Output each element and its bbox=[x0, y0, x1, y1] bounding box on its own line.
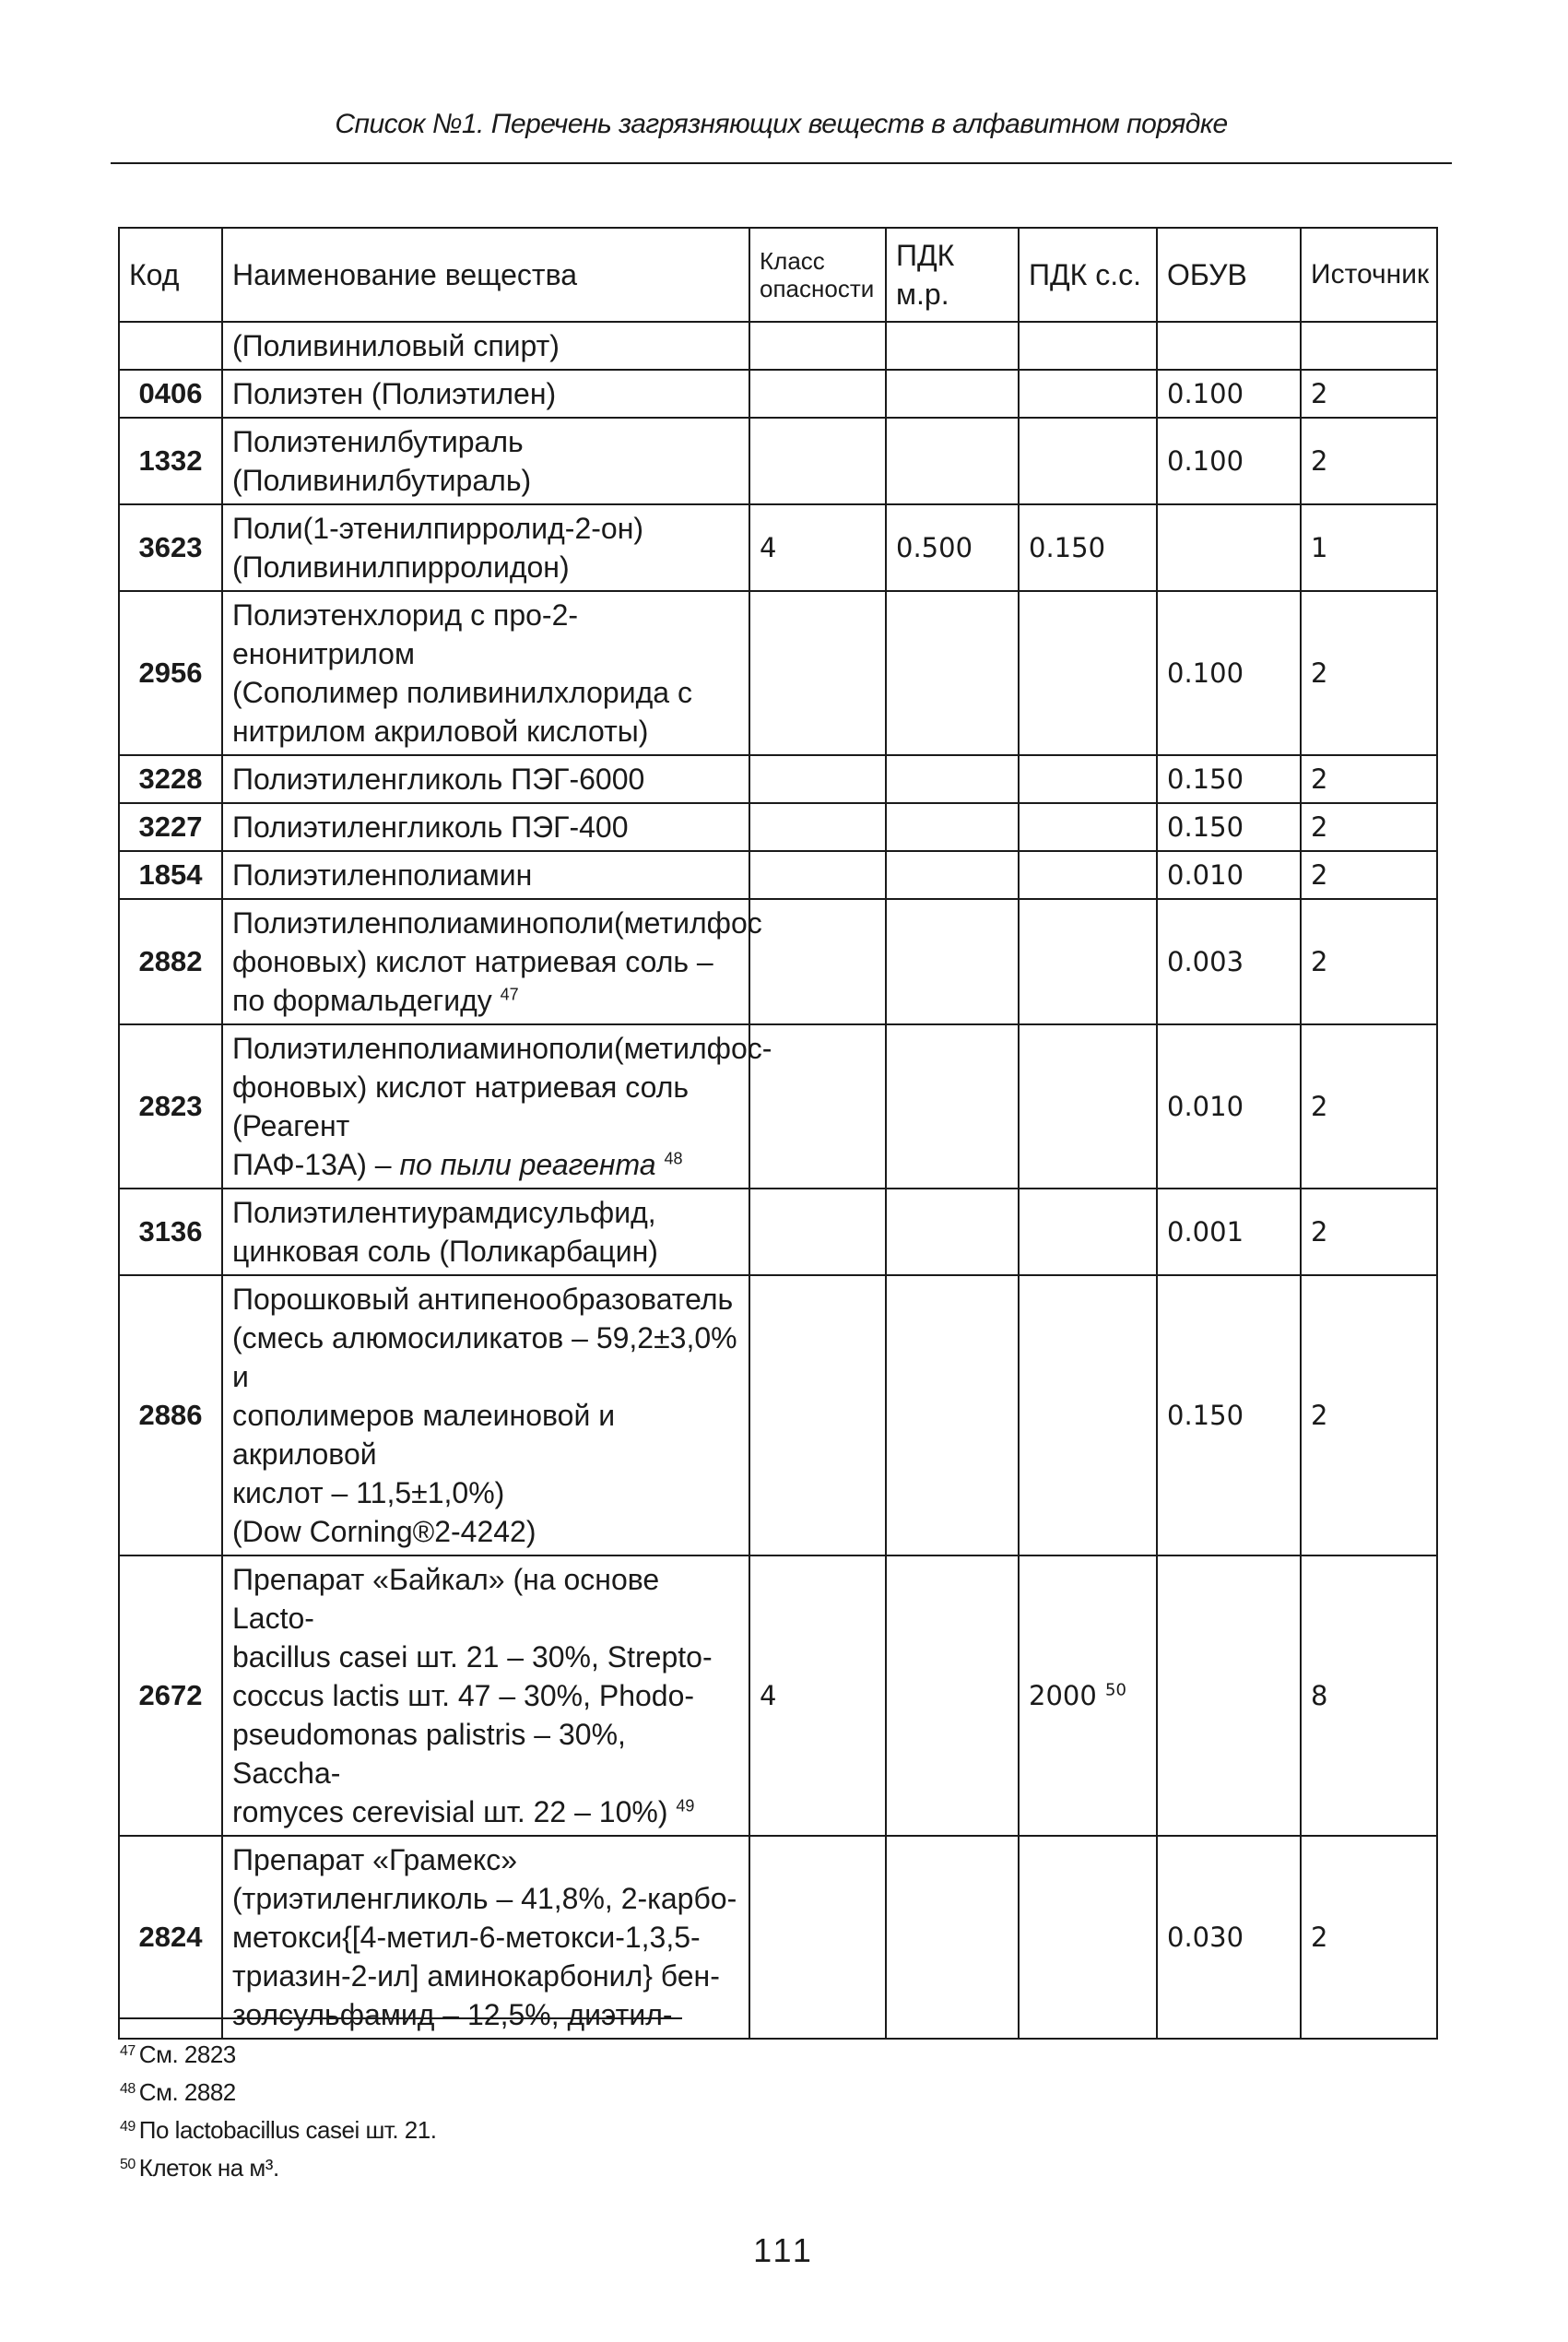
cell-pdk-ss bbox=[1019, 418, 1157, 504]
table-row bbox=[119, 1555, 1437, 1836]
substance-name-text: Полиэтенилбутираль bbox=[232, 425, 524, 458]
cell-substance-name bbox=[222, 803, 749, 851]
cell-pdk-ss bbox=[1019, 851, 1157, 899]
cell-source bbox=[1301, 504, 1437, 591]
substance-name-text: (Поливинилбутираль) bbox=[232, 464, 532, 497]
cell-substance-name bbox=[222, 755, 749, 803]
substance-name-line bbox=[232, 1512, 739, 1551]
cell-value: 0.150 bbox=[1029, 532, 1106, 563]
cell-pdk-mr bbox=[886, 591, 1019, 755]
substance-name-line bbox=[232, 1145, 739, 1184]
cell-source bbox=[1301, 1275, 1437, 1555]
header-hazard-class bbox=[749, 228, 886, 322]
cell-code: 3136 bbox=[119, 1189, 222, 1275]
cell-substance-name bbox=[222, 591, 749, 755]
header-rule bbox=[111, 162, 1452, 164]
cell-pdk-mr bbox=[886, 803, 1019, 851]
header-hazard-class-line2: опасности bbox=[760, 275, 875, 302]
substance-name-line bbox=[232, 1319, 739, 1396]
substance-name-line bbox=[232, 374, 739, 413]
substance-name-line bbox=[232, 509, 739, 548]
cell-pdk-ss bbox=[1019, 504, 1157, 591]
cell-pdk-mr bbox=[886, 899, 1019, 1024]
cell-value: 0.150 bbox=[1167, 811, 1244, 843]
cell-hazard-class bbox=[749, 1189, 886, 1275]
cell-pdk-ss bbox=[1019, 1275, 1157, 1555]
header-pdk-ss: ПДК с.с. bbox=[1019, 228, 1157, 322]
cell-value: 2 bbox=[1311, 378, 1328, 409]
substance-name-line bbox=[232, 1232, 739, 1271]
table-row bbox=[119, 370, 1437, 418]
cell-substance-name bbox=[222, 322, 749, 370]
cell-pdk-mr bbox=[886, 851, 1019, 899]
cell-hazard-class bbox=[749, 1275, 886, 1555]
substance-name-line bbox=[232, 1840, 739, 1879]
substance-name-italic: по пыли реагента bbox=[399, 1148, 656, 1181]
cell-pdk-mr bbox=[886, 1189, 1019, 1275]
cell-pdk-mr bbox=[886, 1555, 1019, 1836]
cell-hazard-class bbox=[749, 322, 886, 370]
cell-source bbox=[1301, 322, 1437, 370]
cell-pdk-ss bbox=[1019, 1836, 1157, 2039]
footnote-text: По lactobacillus casei шт. 21. bbox=[138, 2116, 437, 2144]
substance-name-line bbox=[232, 808, 739, 846]
substance-name-text: (Поливинилпирролидон) bbox=[232, 550, 570, 584]
cell-value: 0.100 bbox=[1167, 445, 1244, 477]
cell-obuv bbox=[1157, 1555, 1301, 1836]
substance-name-text: фоновых) кислот натриевая соль (Реагент bbox=[232, 1070, 690, 1142]
cell-substance-name bbox=[222, 1024, 772, 1189]
cell-obuv bbox=[1157, 755, 1301, 803]
substance-name-line bbox=[232, 596, 739, 673]
substance-name-text: (Поливиниловый спирт) bbox=[232, 329, 560, 362]
cell-obuv bbox=[1157, 1024, 1301, 1189]
substance-name-text: нитрилом акриловой кислоты) bbox=[232, 715, 649, 748]
cell-value: 2 bbox=[1311, 1091, 1328, 1122]
cell-code: 3227 bbox=[119, 803, 222, 851]
substance-name-line bbox=[232, 1792, 739, 1831]
header-hazard-class-line1: Класс bbox=[760, 247, 825, 275]
substance-name-text: цинковая соль (Поликарбацин) bbox=[232, 1235, 658, 1268]
table-row bbox=[119, 851, 1437, 899]
substance-name-line bbox=[232, 1918, 739, 1957]
header-source: Источник bbox=[1301, 228, 1437, 322]
cell-value: 0.003 bbox=[1167, 946, 1244, 977]
footnote bbox=[120, 2110, 436, 2147]
cell-source bbox=[1301, 1189, 1437, 1275]
header-name: Наименование вещества bbox=[222, 228, 749, 322]
substance-name-text: Полиэтен (Полиэтилен) bbox=[232, 377, 557, 410]
cell-source bbox=[1301, 851, 1437, 899]
substance-name-text: Порошковый антипенообразователь bbox=[232, 1283, 734, 1316]
substance-name-line bbox=[232, 1957, 739, 1995]
cell-pdk-mr bbox=[886, 755, 1019, 803]
cell-value: 2 bbox=[1311, 657, 1328, 689]
cell-pdk-mr bbox=[886, 1836, 1019, 2039]
substance-name-text: (триэтиленгликоль – 41,8%, 2-карбо- bbox=[232, 1882, 737, 1915]
cell-substance-name bbox=[222, 899, 762, 1024]
substance-name-text: (Dow Corning®2-4242) bbox=[232, 1515, 536, 1548]
cell-hazard-class bbox=[749, 591, 886, 755]
footnote-text: Клеток на м³. bbox=[138, 2154, 279, 2182]
substance-name-line bbox=[232, 904, 762, 942]
substance-name-text: кислот – 11,5±1,0%) bbox=[232, 1476, 505, 1509]
header-code: Код bbox=[119, 228, 222, 322]
cell-value: 4 bbox=[760, 1680, 777, 1711]
cell-pdk-ss bbox=[1019, 370, 1157, 418]
substance-name-line bbox=[232, 1638, 739, 1676]
cell-obuv bbox=[1157, 504, 1301, 591]
cell-value: 0.010 bbox=[1167, 1091, 1244, 1122]
cell-value: 4 bbox=[760, 532, 777, 563]
substance-name-line bbox=[232, 326, 739, 365]
cell-obuv bbox=[1157, 1275, 1301, 1555]
cell-value: 0.030 bbox=[1167, 1922, 1244, 1953]
footnote-number: 49 bbox=[120, 2119, 136, 2135]
substance-name-line bbox=[232, 548, 739, 586]
cell-value: 0.001 bbox=[1167, 1216, 1244, 1248]
substance-name-line bbox=[232, 1029, 772, 1068]
substance-name-line bbox=[232, 673, 739, 712]
table-row bbox=[119, 1189, 1437, 1275]
substance-name-text: Полиэтиленгликоль ПЭГ-6000 bbox=[232, 763, 645, 796]
cell-hazard-class bbox=[749, 851, 886, 899]
cell-source bbox=[1301, 755, 1437, 803]
cell-substance-name bbox=[222, 370, 749, 418]
cell-value: 0.100 bbox=[1167, 657, 1244, 689]
footnote-number: 47 bbox=[120, 2043, 136, 2059]
cell-code: 2956 bbox=[119, 591, 222, 755]
footnote-number: 48 bbox=[120, 2081, 136, 2097]
cell-hazard-class bbox=[749, 755, 886, 803]
footnote-rule bbox=[120, 2017, 682, 2019]
cell-value: 0.150 bbox=[1167, 763, 1244, 795]
cell-value: 2 bbox=[1311, 859, 1328, 891]
footnotes bbox=[120, 2034, 436, 2185]
substance-name-line bbox=[232, 760, 739, 798]
cell-obuv bbox=[1157, 591, 1301, 755]
cell-hazard-class bbox=[749, 899, 886, 1024]
cell-pdk-ss bbox=[1019, 1189, 1157, 1275]
substance-name-line bbox=[232, 1193, 739, 1232]
cell-source bbox=[1301, 370, 1437, 418]
cell-obuv bbox=[1157, 851, 1301, 899]
cell-code: 2886 bbox=[119, 1275, 222, 1555]
cell-code: 2824 bbox=[119, 1836, 222, 2039]
cell-substance-name bbox=[222, 1189, 749, 1275]
cell-value: 2 bbox=[1311, 763, 1328, 795]
table-row bbox=[119, 418, 1437, 504]
cell-substance-name bbox=[222, 851, 749, 899]
substance-name-text: Поли(1-этенилпирролид-2-он) bbox=[232, 512, 644, 545]
substance-name-text: (смесь алюмосиликатов – 59,2±3,0% и bbox=[232, 1321, 737, 1393]
table-row bbox=[119, 504, 1437, 591]
table-row bbox=[119, 899, 1437, 1024]
substance-name-text: Препарат «Грамекс» bbox=[232, 1843, 518, 1876]
cell-value: 1 bbox=[1311, 532, 1328, 563]
page-number: 111 bbox=[753, 2231, 815, 2269]
cell-pdk-ss bbox=[1019, 1024, 1157, 1189]
substance-name-line bbox=[232, 1280, 739, 1319]
cell-code bbox=[119, 322, 222, 370]
cell-substance-name bbox=[222, 1836, 749, 2039]
substance-name-text: (Сополимер поливинилхлорида с bbox=[232, 676, 692, 709]
header-obuv: ОБУВ bbox=[1157, 228, 1301, 322]
footnote bbox=[120, 2034, 436, 2072]
cell-code: 3228 bbox=[119, 755, 222, 803]
substance-name-text: Полиэтиленгликоль ПЭГ-400 bbox=[232, 810, 629, 844]
cell-code: 3623 bbox=[119, 504, 222, 591]
cell-code: 2672 bbox=[119, 1555, 222, 1836]
substance-name-text: bacillus casei шт. 21 – 30%, Strepto- bbox=[232, 1640, 713, 1674]
cell-pdk-ss bbox=[1019, 322, 1157, 370]
table-row bbox=[119, 1024, 1437, 1189]
cell-hazard-class bbox=[749, 803, 886, 851]
cell-source bbox=[1301, 899, 1437, 1024]
substance-name-line bbox=[232, 1715, 739, 1792]
cell-pdk-mr bbox=[886, 1275, 1019, 1555]
cell-source bbox=[1301, 1024, 1437, 1189]
footnote-ref: 50 bbox=[1105, 1680, 1126, 1700]
substance-name-text: метокси{[4-метил-6-метокси-1,3,5- bbox=[232, 1921, 701, 1954]
cell-pdk-ss bbox=[1019, 755, 1157, 803]
cell-code: 2823 bbox=[119, 1024, 222, 1189]
substance-name-line bbox=[232, 1473, 739, 1512]
footnote-number: 50 bbox=[120, 2157, 136, 2172]
cell-substance-name bbox=[222, 418, 749, 504]
substance-name-text: триазин-2-ил] аминокарбонил} бен- bbox=[232, 1959, 720, 1993]
cell-value: 2 bbox=[1311, 946, 1328, 977]
cell-obuv bbox=[1157, 1836, 1301, 2039]
footnote-ref: 48 bbox=[664, 1149, 683, 1168]
cell-obuv bbox=[1157, 803, 1301, 851]
cell-obuv bbox=[1157, 418, 1301, 504]
cell-pdk-ss bbox=[1019, 899, 1157, 1024]
substance-name-text: Полиэтиленполиаминополи(метилфос bbox=[232, 906, 762, 940]
cell-pdk-mr bbox=[886, 370, 1019, 418]
cell-source bbox=[1301, 803, 1437, 851]
cell-code: 1854 bbox=[119, 851, 222, 899]
substance-name-line bbox=[232, 712, 739, 751]
table-header-row bbox=[119, 228, 1437, 322]
substance-name-line bbox=[232, 1879, 739, 1918]
substance-name-line bbox=[232, 942, 739, 981]
footnote-text: См. 2882 bbox=[138, 2078, 236, 2106]
pollutants-table bbox=[118, 227, 1438, 2040]
cell-hazard-class bbox=[749, 1555, 886, 1836]
substance-name-text: Полиэтилентиурамдисульфид, bbox=[232, 1196, 656, 1229]
cell-pdk-ss bbox=[1019, 803, 1157, 851]
cell-value: 2 bbox=[1311, 1400, 1328, 1431]
cell-code: 2882 bbox=[119, 899, 222, 1024]
cell-hazard-class bbox=[749, 1836, 886, 2039]
footnote-ref: 49 bbox=[676, 1796, 695, 1816]
cell-value: 0.010 bbox=[1167, 859, 1244, 891]
substance-name-line bbox=[232, 422, 739, 461]
substance-name-text: сополимеров малеиновой и акриловой bbox=[232, 1399, 616, 1471]
table-row bbox=[119, 803, 1437, 851]
substance-name-text: romyces cerevisial шт. 22 – 10%) bbox=[232, 1795, 668, 1828]
substance-name-text: Полиэтиленполиаминополи(метилфос- bbox=[232, 1032, 772, 1065]
cell-pdk-mr bbox=[886, 504, 1019, 591]
substance-name-line bbox=[232, 1068, 739, 1145]
cell-value: 0.100 bbox=[1167, 378, 1244, 409]
cell-hazard-class bbox=[749, 370, 886, 418]
cell-value: 8 bbox=[1311, 1680, 1328, 1711]
substance-name-text: Препарат «Байкал» (на основе Lacto- bbox=[232, 1563, 660, 1635]
table-row bbox=[119, 322, 1437, 370]
cell-source bbox=[1301, 1836, 1437, 2039]
substance-name-text: золсульфамид – 12,5%, диэтил- bbox=[232, 1998, 673, 2031]
cell-substance-name bbox=[222, 1275, 749, 1555]
cell-value: 2 bbox=[1311, 1922, 1328, 1953]
cell-value: 2 bbox=[1311, 811, 1328, 843]
cell-value: 2 bbox=[1311, 1216, 1328, 1248]
cell-pdk-ss bbox=[1019, 1555, 1157, 1836]
substance-name-text: Полиэтенхлорид с про-2-енонитрилом bbox=[232, 598, 579, 670]
cell-hazard-class bbox=[749, 504, 886, 591]
substance-name-text: pseudomonas palistris – 30%, Saccha- bbox=[232, 1718, 626, 1790]
substance-name-text: фоновых) кислот натриевая соль – bbox=[232, 945, 713, 978]
cell-pdk-ss bbox=[1019, 591, 1157, 755]
cell-substance-name bbox=[222, 1555, 749, 1836]
substance-name-text: ПАФ-13А) – bbox=[232, 1148, 392, 1181]
cell-code: 0406 bbox=[119, 370, 222, 418]
cell-hazard-class bbox=[749, 418, 886, 504]
footnote bbox=[120, 2147, 436, 2185]
running-head: Список №1. Перечень загрязняющих веществ в алфавитном порядке bbox=[335, 109, 1228, 139]
footnote-text: См. 2823 bbox=[138, 2040, 236, 2068]
cell-obuv bbox=[1157, 322, 1301, 370]
header-pdk-mr: ПДК м.р. bbox=[886, 228, 1019, 322]
substance-name-line bbox=[232, 981, 739, 1020]
cell-substance-name bbox=[222, 504, 749, 591]
substance-name-line bbox=[232, 1676, 739, 1715]
substance-name-line bbox=[232, 461, 739, 500]
table-row bbox=[119, 755, 1437, 803]
table-row bbox=[119, 1836, 1437, 2039]
cell-obuv bbox=[1157, 1189, 1301, 1275]
substance-name-line bbox=[232, 856, 739, 894]
cell-value: 2000 bbox=[1029, 1680, 1097, 1711]
table-row bbox=[119, 1275, 1437, 1555]
substance-name-text: Полиэтиленполиамин bbox=[232, 858, 533, 892]
cell-obuv bbox=[1157, 370, 1301, 418]
substance-name-line bbox=[232, 1995, 739, 2034]
substance-name-text: coccus lactis шт. 47 – 30%, Phodo- bbox=[232, 1679, 695, 1712]
table-row bbox=[119, 591, 1437, 755]
cell-source bbox=[1301, 418, 1437, 504]
substance-name-text: по формальдегиду bbox=[232, 984, 492, 1017]
substance-name-line bbox=[232, 1396, 739, 1473]
cell-source bbox=[1301, 1555, 1437, 1836]
cell-value: 0.150 bbox=[1167, 1400, 1244, 1431]
cell-pdk-mr bbox=[886, 1024, 1019, 1189]
cell-source bbox=[1301, 591, 1437, 755]
substance-name-line bbox=[232, 1560, 739, 1638]
cell-value: 2 bbox=[1311, 445, 1328, 477]
footnote bbox=[120, 2072, 436, 2110]
cell-code: 1332 bbox=[119, 418, 222, 504]
cell-pdk-mr bbox=[886, 322, 1019, 370]
cell-obuv bbox=[1157, 899, 1301, 1024]
cell-value: 0.500 bbox=[896, 532, 973, 563]
footnote-ref: 47 bbox=[500, 985, 519, 1004]
cell-pdk-mr bbox=[886, 418, 1019, 504]
